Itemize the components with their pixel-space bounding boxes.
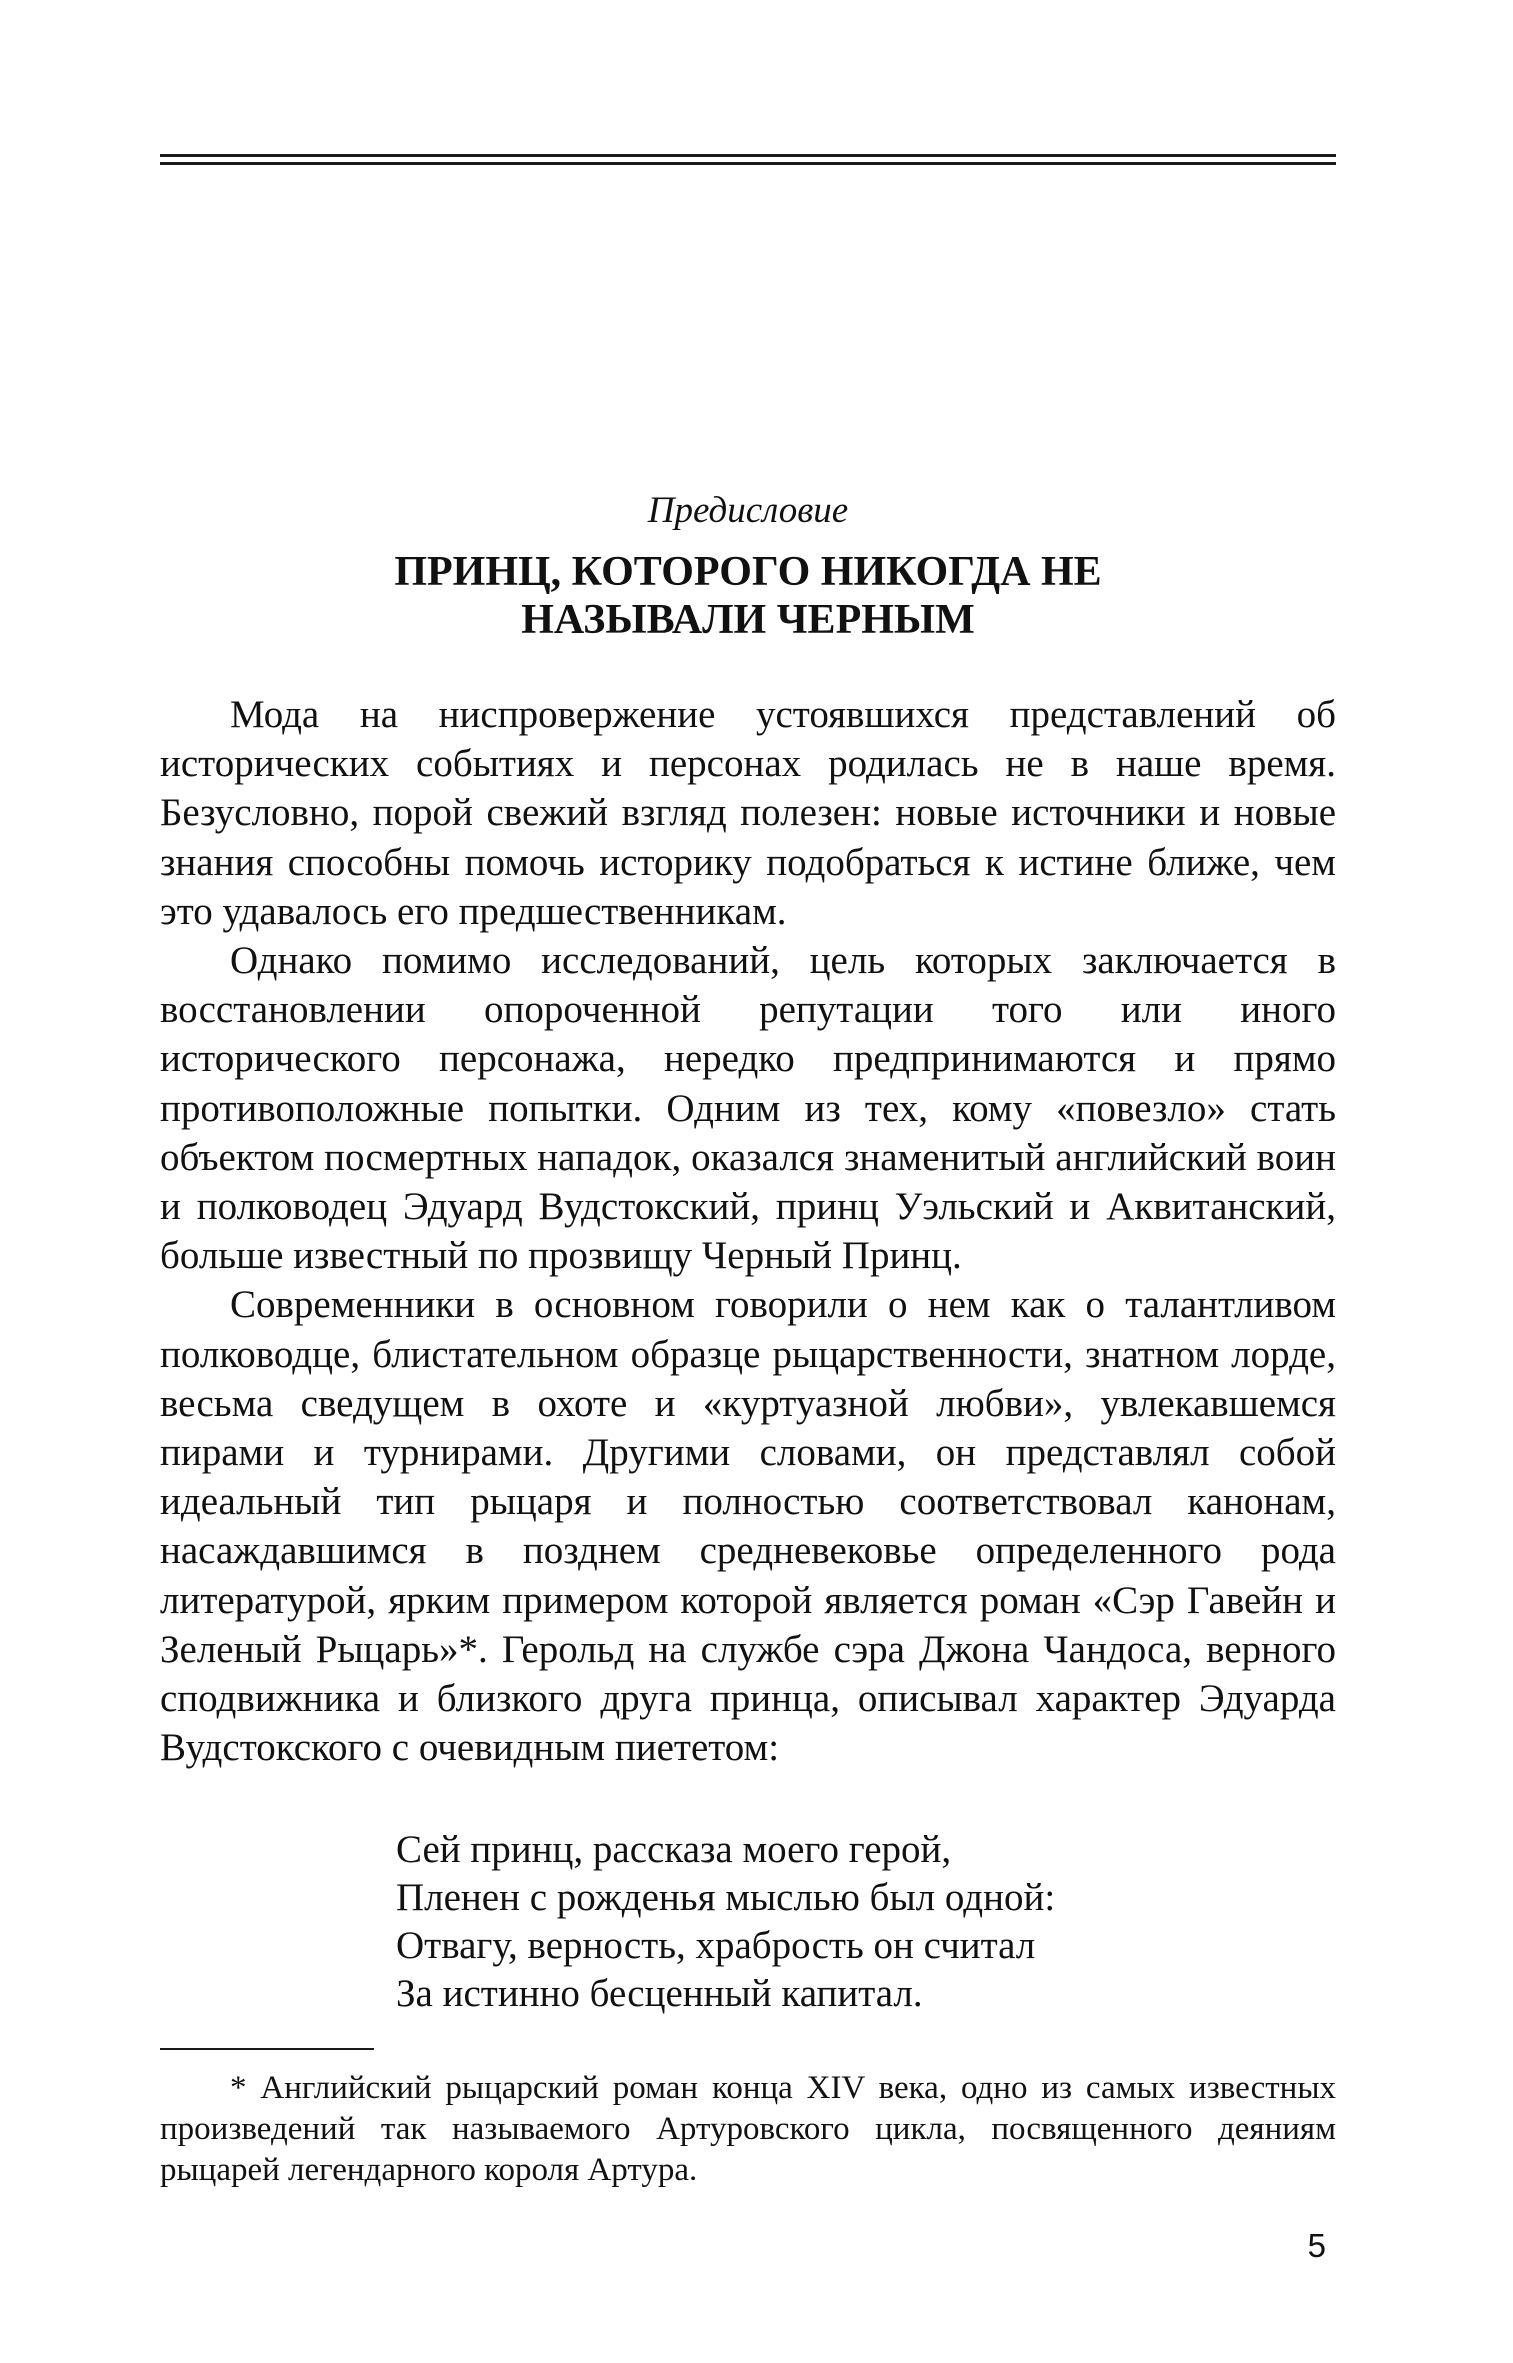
section-subtitle: Предисловие (647, 490, 849, 531)
book-page (160, 0, 1336, 2363)
paragraph-2: Однако помимо исследований, цель которых заключается в восстановлении опороченной репутации того или иного исторического персонажа, нередко предпринимаются и прямо противоположные попытки. Одним из тех, кому «повезло» стать объектом посмертных нападок, оказался знаменитый английский воин и полководец Эдуард Вудстокский, принц Уэльский и Аквитанский, больше известный по прозвищу Черный Принц. (160, 939, 1336, 1278)
header-rule-line (160, 162, 1336, 165)
verse-line: Сей принц, рассказа моего герой, (396, 1828, 952, 1871)
footnote-separator (160, 2048, 374, 2050)
chapter-title-line-2: НАЗЫВАЛИ ЧЕРНЫМ (521, 597, 975, 643)
footnote: * Английский рыцарский роман конца XIV века, одно из самых известных произведений так называемого Артуровского цикла, посвященного деяниям рыцарей легендарного короля Артура. (160, 2070, 1336, 2188)
body-text (160, 690, 1336, 1772)
header-rule-line (160, 154, 1336, 157)
paragraph-1: Мода на ниспровержение устоявшихся представлений об исторических событиях и персонах родилась не в наше время. Безусловно, порой свежий взгляд полезен: новые источники и новые знания способны помочь историку подобраться к истине ближе, чем это удавалось его предшественникам. (160, 693, 1336, 933)
header-double-rule (160, 154, 1336, 166)
verse-line: За истинно бесценный капитал. (396, 1972, 923, 2015)
verse-line: Отвагу, верность, храбрость он считал (396, 1924, 1036, 1967)
chapter-title-line-1: ПРИНЦ, КОТОРОГО НИКОГДА НЕ (394, 549, 1102, 595)
chapter-title (160, 548, 1336, 644)
page-number: 5 (1307, 2227, 1326, 2264)
paragraph-3: Современники в основном говорили о нем как о талантливом полководце, блистательном образце рыцарственности, знатном лорде, весьма сведущем в охоте и «куртуазной любви», увлекавшемся пирами и турнирами. Другими словами, он представлял собой идеальный тип рыцаря и полностью соответствовал канонам, насаждавшимся в позднем средневековье определенного рода литературой, ярким примером которой является роман «Сэр Гавейн и Зеленый Рыцарь»*. Герольд на службе сэра Джона Чандоса, верного сподвижника и близкого друга принца, описывал характер Эдуарда Вудстокского с очевидным пиететом: (160, 1283, 1336, 1770)
verse-line: Пленен с рожденья мыслью был одной: (396, 1876, 1056, 1919)
verse-quote (396, 1826, 1055, 2018)
